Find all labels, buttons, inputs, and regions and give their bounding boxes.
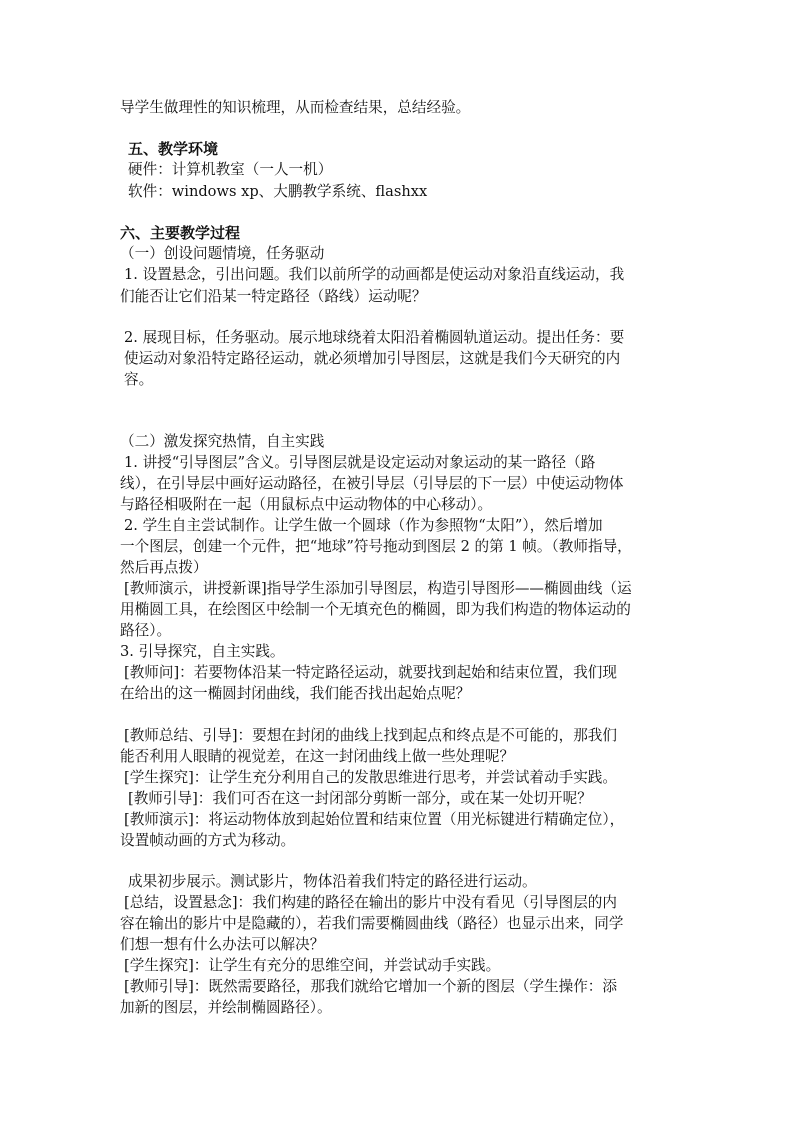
paragraph-line: 用椭圆工具，在绘图区中绘制一个无填充色的椭圆，即为我们构造的物体运动的 [120,601,631,618]
paragraph-line: 1. 设置悬念，引出问题。我们以前所学的动画都是使运动对象沿直线运动，我 [124,266,625,283]
paragraph-line: 加新的图层，并绘制椭圆路径）。 [120,999,332,1016]
paragraph-line: 2. 展现目标，任务驱动。展示地球绕着太阳沿着椭圆轨道运动。提出任务：要 [124,329,625,346]
paragraph-line: 容在输出的影片中是隐藏的），若我们需要椭圆曲线（路径）也显示出来，同学 [120,915,624,932]
paragraph-line: 3. 引导探究，自主实践。 [120,643,285,660]
paragraph-line: 1. 讲授“引导图层”含义。引导图层就是设定运动对象运动的某一路径（路 [124,454,596,471]
paragraph-line: 路径）。 [120,622,172,639]
paragraph-line: [学生探究]：让学生充分利用自己的发散思维进行思考，并尝试着动手实践。 [124,769,617,786]
paragraph-line: 们能否让它们沿某一特定路径（路线）运动呢？ [120,288,427,305]
paragraph-line: 使运动对象沿特定路径运动，就必须增加引导图层，这就是我们今天研究的内 [124,350,621,367]
paragraph-line: 一个图层，创建一个元件，把“地球”符号拖动到图层 2 的第 1 帧。（教师指导， [120,538,632,555]
paragraph-line: 软件：windows xp、大鹏教学系统、flashxx [128,183,428,200]
paragraph-line: [教师演示]：将运动物体放到起始位置和结束位置（用光标键进行精确定位）， [124,811,625,828]
paragraph-line: 与路径相吸附在一起（用鼠标点中运动物体的中心移动）。 [120,496,493,513]
paragraph-line: [总结，设置悬念]：我们构建的路径在输出的影片中没有看见（引导图层的内 [124,894,617,911]
paragraph-line: 在给出的这一椭圆封闭曲线，我们能否找出起始点呢？ [120,685,471,702]
paragraph-line: 然后再点拨） [120,559,208,576]
paragraph-line: 能否利用人眼睛的视觉差，在这一封闭曲线上做一些处理呢？ [120,748,515,765]
section-heading-process: 六、主要教学过程 [120,224,241,242]
subsection-heading: （二）激发探究热情，自主实践 [120,433,325,450]
paragraph-line: 线），在引导层中画好运动路径，在被引导层（引导层的下一层）中使运动物体 [120,475,624,492]
paragraph-line: 们想一想有什么办法可以解决？ [120,936,325,953]
paragraph-line: 成果初步展示。测试影片，物体沿着我们特定的路径进行运动。 [128,873,537,890]
paragraph-line: 容。 [124,371,154,388]
paragraph-line: 硬件：计算机教室（一人一机） [128,161,333,178]
paragraph-line: 导学生做理性的知识梳理，从而检查结果，总结经验。 [120,99,471,116]
section-heading-environment: 五、教学环境 [128,140,219,158]
paragraph-line: [教师演示，讲授新课]指导学生添加引导图层，构造引导图形——椭圆曲线（运 [124,580,632,597]
paragraph-line: 2. 学生自主尝试制作。让学生做一个圆球（作为参照物“太阳”），然后增加 [124,517,603,534]
paragraph-line: [学生探究]：让学生有充分的思维空间，并尝试动手实践。 [124,957,501,974]
paragraph-line: [教师引导]：既然需要路径，那我们就给它增加一个新的图层（学生操作：添 [124,978,617,995]
paragraph-line: 设置帧动画的方式为移动。 [120,832,296,849]
paragraph-line: [教师引导]：我们可否在这一封闭部分剪断一部分，或在某一处切开呢？ [128,790,592,807]
paragraph-line: [教师问]：若要物体沿某一特定路径运动，就要找到起始和结束位置，我们现 [124,664,617,681]
paragraph-line: [教师总结、引导]：要想在封闭的曲线上找到起点和终点是不可能的，那我们 [124,727,617,744]
subsection-heading: （一）创设问题情境，任务驱动 [120,245,325,262]
